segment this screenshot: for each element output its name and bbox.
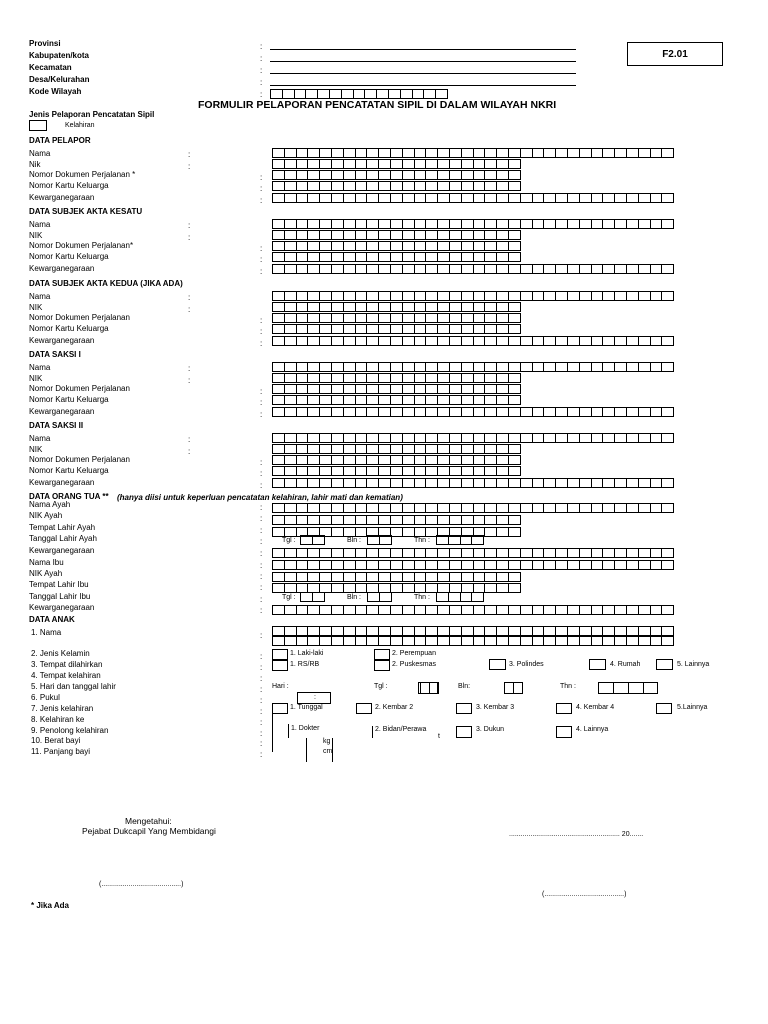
grid-cell[interactable] [508,241,521,251]
grid-cell[interactable] [508,373,521,383]
colon: : [188,447,191,456]
colon: : [260,652,263,661]
field-label: Nomor Kartu Keluarga [29,395,109,404]
grid-cell[interactable] [508,384,521,394]
field-label: Nomor Kartu Keluarga [29,466,109,475]
field-label: NIK [29,445,43,454]
orangtua-grid[interactable] [272,503,674,513]
dokumen-grid[interactable] [272,241,521,251]
grid-cell[interactable] [508,170,521,180]
grid-cell[interactable] [508,302,521,312]
colon: : [260,398,263,407]
nama-grid[interactable] [272,148,674,158]
colon: : [260,696,263,705]
field-label: Nama [29,149,51,158]
field-label: Nama [29,434,51,443]
penolong-label: t [438,733,440,740]
kk-grid[interactable] [272,466,521,476]
section-title: DATA PELAPOR [29,136,91,145]
grid-cell[interactable] [435,89,448,99]
date-line: ......................................................... 20....... [509,831,644,838]
grid-cell[interactable] [661,362,674,372]
colon: : [260,255,263,264]
pukul-colon: : [314,694,316,701]
divider [288,724,289,738]
colon: : [188,364,191,373]
colon: : [188,293,191,302]
colon: : [260,42,263,51]
section-title: DATA SUBJEK AKTA KEDUA (JIKA ADA) [29,279,183,288]
bln-label: Bln : [347,594,362,601]
nama-grid[interactable] [272,433,674,443]
tempat-label: 5. Lainnya [677,661,710,668]
kewarganegaraan-grid[interactable] [272,336,674,346]
grid-cell[interactable] [508,583,521,593]
colon: : [260,739,263,748]
grid-cell[interactable] [661,548,674,558]
grid-cell[interactable] [379,535,392,545]
tempat-label: 3. Polindes [509,661,544,668]
grid-cell[interactable] [379,592,392,602]
field-label: Kewarganegaraan [29,603,95,612]
hari-label: Hari : [272,683,289,690]
grid-cell[interactable] [471,535,484,545]
tempat-rumah-checkbox[interactable] [589,659,606,670]
nama-grid[interactable] [272,219,674,229]
dokumen-grid[interactable] [272,455,521,465]
kewarganegaraan-grid[interactable] [272,478,674,488]
section-title: DATA SUBJEK AKTA KESATU [29,207,143,216]
penolong-label: 4. Lainnya [576,726,609,733]
grid-cell[interactable] [508,527,521,537]
colon: : [260,526,263,535]
field-label: Nomor Dokumen Perjalanan [29,455,130,464]
jenis-tunggal-checkbox[interactable] [272,703,288,714]
thn-label: Thn : [414,537,430,544]
jk-laki-checkbox[interactable] [272,649,288,660]
dokumen-grid[interactable] [272,170,521,180]
kewarganegaraan-grid[interactable] [272,264,674,274]
grid-cell[interactable] [661,193,674,203]
field-label: Nama [29,363,51,372]
header-field-label: Kecamatan [29,63,72,72]
nama-grid[interactable] [272,291,674,301]
orangtua-grid[interactable] [272,548,674,558]
kewarganegaraan-grid[interactable] [272,407,674,417]
jenis-pelaporan-label: Jenis Pelaporan Pencatatan Sipil [29,110,155,119]
pejabat: Pejabat Dukcapil Yang Membidangi [82,826,216,836]
grid-cell[interactable] [661,503,674,513]
colon: : [188,150,191,159]
tgl-grid[interactable] [300,592,325,602]
kelahiran-ke-box[interactable] [272,703,273,725]
jenis-label: 4. Kembar 4 [576,704,615,711]
bln-grid[interactable] [367,535,392,545]
thn-grid[interactable] [436,535,484,545]
divider [372,726,373,738]
grid-cell[interactable] [508,181,521,191]
kelahiran-label: Kelahiran [65,122,95,129]
grid-cell[interactable] [661,407,674,417]
colon: : [260,514,263,523]
tgl-label: Tgl : [282,594,296,601]
thn-label: Thn : [560,683,576,690]
divider [429,682,430,694]
header-field-line[interactable] [270,49,576,50]
colon: : [260,631,263,640]
mengetahui: Mengetahui: [125,816,172,826]
penolong-dukun-checkbox[interactable] [456,726,472,738]
grid-cell[interactable] [661,626,674,636]
field-label: Tanggal Lahir Ibu [29,592,91,601]
colon: : [260,458,263,467]
tempat-lainnya-checkbox[interactable] [656,659,673,670]
header-field-label: Desa/Kelurahan [29,75,90,84]
field-label: 11. Panjang bayi [31,747,91,756]
grid-cell[interactable] [508,324,521,334]
anak-title: DATA ANAK [29,615,75,624]
header-field-label: Kabupaten/kota [29,51,90,60]
kg-label: kg [323,738,331,745]
grid-cell[interactable] [508,444,521,454]
grid-cell[interactable] [661,148,674,158]
field-label: Nomor Kartu Keluarga [29,252,109,261]
colon: : [188,376,191,385]
colon: : [260,267,263,276]
colon: : [260,469,263,478]
tempat-label: 1. RS/RB [290,661,320,668]
bln-label: Bln : [347,537,362,544]
grid-cell[interactable] [508,313,521,323]
tempat-puskesmas-checkbox[interactable] [374,660,390,671]
dokumen-grid[interactable] [272,313,521,323]
orangtua-grid[interactable] [272,572,521,582]
colon: : [260,481,263,490]
thn-label: Thn : [414,594,430,601]
field-label: 10. Berat bayi [31,736,81,745]
colon: : [260,184,263,193]
colon: : [260,549,263,558]
kk-grid[interactable] [272,395,521,405]
grid-cell[interactable] [508,515,521,525]
divider [272,724,273,752]
field-label: Nama [29,292,51,301]
divider [613,682,614,694]
grid-cell[interactable] [312,592,325,602]
jenis-kembar2-checkbox[interactable] [356,703,372,714]
field-label: 3. Tempat dilahirkan [31,660,103,669]
field-label: NIK Ayah [29,511,63,520]
kk-grid[interactable] [272,181,521,191]
colon: : [260,78,263,87]
grid-cell[interactable] [508,230,521,240]
header-field-label: Kode Wilayah [29,87,82,96]
penolong-label: 1. Dokter [291,725,320,732]
jenis-label: 3. Kembar 3 [476,704,515,711]
jenis-lainnya-checkbox[interactable] [656,703,672,714]
field-label: Kewarganegaraan [29,407,95,416]
field-label: Tempat Lahir Ayah [29,523,96,532]
colon: : [260,750,263,759]
field-label: NIK [29,231,43,240]
header-field-line[interactable] [270,61,576,62]
field-label: Nomor Dokumen Perjalanan * [29,170,136,179]
field-label: Nomor Dokumen Perjalanan* [29,241,134,250]
divider [513,682,514,694]
jenis-label: 5.Lainnya [677,704,708,711]
field-label: Nomor Dokumen Perjalanan [29,384,130,393]
tgl-label: Tgl : [282,537,296,544]
kelahiran-checkbox[interactable] [29,120,47,131]
bln-grid[interactable] [367,592,392,602]
divider [643,682,644,694]
penolong-label: 2. Bidan/Perawa [375,726,427,733]
grid-cell[interactable] [661,291,674,301]
orangtua-grid[interactable] [272,560,674,570]
section-title: DATA SAKSI II [29,421,84,430]
kewarganegaraan-grid[interactable] [272,193,674,203]
jk-laki-label: 1. Laki-laki [290,650,324,657]
colon: : [260,606,263,615]
colon: : [260,244,263,253]
colon: : [260,339,263,348]
nik-grid[interactable] [272,159,521,169]
field-label: Nomor Dokumen Perjalanan [29,313,130,322]
penolong-lainnya-checkbox[interactable] [556,726,572,738]
colon: : [260,387,263,396]
field-label: Tanggal Lahir Ayah [29,534,97,543]
grid-cell[interactable] [508,159,521,169]
header-field-line[interactable] [270,73,576,74]
colon: : [260,173,263,182]
colon: : [188,162,191,171]
colon: : [260,503,263,512]
field-label: NIK Ayah [29,569,63,578]
jk-perempuan-checkbox[interactable] [374,649,390,660]
form-title: FORMULIR PELAPORAN PENCATATAN SIPIL DI DALAM WILAYAH NKRI [198,99,557,111]
colon: : [188,435,191,444]
colon: : [260,316,263,325]
kk-grid[interactable] [272,324,521,334]
orangtua-grid[interactable] [272,605,674,615]
field-label: 7. Jenis kelahiran [31,704,94,713]
grid-cell[interactable] [508,395,521,405]
colon: : [260,196,263,205]
nik-grid[interactable] [272,230,521,240]
jenis-label: 2. Kembar 2 [375,704,414,711]
tempat-polindes-checkbox[interactable] [489,659,506,670]
kode-wilayah-grid[interactable] [270,89,448,99]
grid-cell[interactable] [661,478,674,488]
colon: : [260,66,263,75]
field-label: Kewarganegaraan [29,193,95,202]
field-label: 2. Jenis Kelamin [31,649,90,658]
colon: : [260,327,263,336]
nama-grid[interactable] [272,362,674,372]
jenis-kembar4-checkbox[interactable] [556,703,572,714]
divider [628,682,629,694]
field-label: Kewarganegaraan [29,336,95,345]
colon: : [260,54,263,63]
colon: : [260,595,263,604]
field-label: NIK [29,374,43,383]
grid-cell[interactable] [661,605,674,615]
bln-label: Bln: [458,683,471,690]
field-label: Nama Ibu [29,558,64,567]
grid-cell[interactable] [661,336,674,346]
grid-cell[interactable] [508,572,521,582]
field-label: Nomor Kartu Keluarga [29,324,109,333]
anak-nama-grid[interactable] [272,626,674,636]
jk-perempuan-label: 2. Perempuan [392,650,436,657]
penolong-label: 3. Dukun [476,726,505,733]
field-label: Nama Ayah [29,500,71,509]
dokumen-grid[interactable] [272,384,521,394]
tgl-label: Tgl : [374,683,388,690]
jenis-label: 1. Tunggal [290,704,323,711]
thn-grid[interactable] [436,592,484,602]
colon: : [260,674,263,683]
field-label: Kewarganegaraan [29,264,95,273]
field-label: NIK [29,303,43,312]
colon: : [260,572,263,581]
tempat-rs-checkbox[interactable] [272,660,288,671]
orangtua-grid[interactable] [272,515,521,525]
jika-ada-note: * Jika Ada [31,901,69,910]
signature-right: (.........................................) [542,891,627,898]
tempat-label: 2. Puskesmas [392,661,436,668]
grid-cell[interactable] [661,636,674,646]
colon: : [260,537,263,546]
section-title: DATA SAKSI I [29,350,81,359]
field-label: 8. Kelahiran ke [31,715,85,724]
colon: : [260,685,263,694]
colon: : [188,221,191,230]
grid-cell[interactable] [508,466,521,476]
field-label: 6. Pukul [31,693,60,702]
colon: : [260,561,263,570]
colon: : [260,410,263,419]
cm-label: cm [323,748,333,755]
grid-cell[interactable] [312,535,325,545]
tgl-grid[interactable] [300,535,325,545]
colon: : [188,233,191,242]
jenis-kembar3-checkbox[interactable] [456,703,472,714]
tempat-label: 4. Rumah [610,661,641,668]
grid-cell[interactable] [661,219,674,229]
header-field-label: Provinsi [29,39,61,48]
colon: : [188,305,191,314]
colon: : [260,729,263,738]
nik-grid[interactable] [272,302,521,312]
field-label: 5. Hari dan tanggal lahir [31,682,116,691]
colon: : [260,718,263,727]
signature-left: (.........................................) [99,881,184,888]
colon: : [260,707,263,716]
field-label: Kewarganegaraan [29,546,95,555]
field-label: 4. Tempat kelahiran [31,671,101,680]
grid-cell[interactable] [661,264,674,274]
colon: : [260,583,263,592]
field-label: Tempat Lahir Ibu [29,580,89,589]
orangtua-note: (hanya diisi untuk keperluan pencatatan kelahiran, lahir mati dan kematian) [117,493,403,502]
kk-grid[interactable] [272,252,521,262]
grid-cell[interactable] [508,252,521,262]
grid-cell[interactable] [661,560,674,570]
field-label: Nik [29,160,41,169]
field-label: 1. Nama [31,628,62,637]
field-label: Nama [29,220,51,229]
grid-cell[interactable] [508,455,521,465]
grid-cell[interactable] [661,433,674,443]
anak-nama-grid[interactable] [272,636,674,646]
grid-cell[interactable] [471,592,484,602]
field-label: Kewarganegaraan [29,478,95,487]
nik-grid[interactable] [272,373,521,383]
field-label: 9. Penolong kelahiran [31,726,109,735]
header-field-line[interactable] [270,85,576,86]
form-code: F2.01 [627,42,723,66]
colon: : [260,90,263,99]
divider [306,738,307,762]
orangtua-title: DATA ORANG TUA ** [29,492,109,501]
nik-grid[interactable] [272,444,521,454]
field-label: Nomor Kartu Keluarga [29,181,109,190]
colon: : [260,663,263,672]
